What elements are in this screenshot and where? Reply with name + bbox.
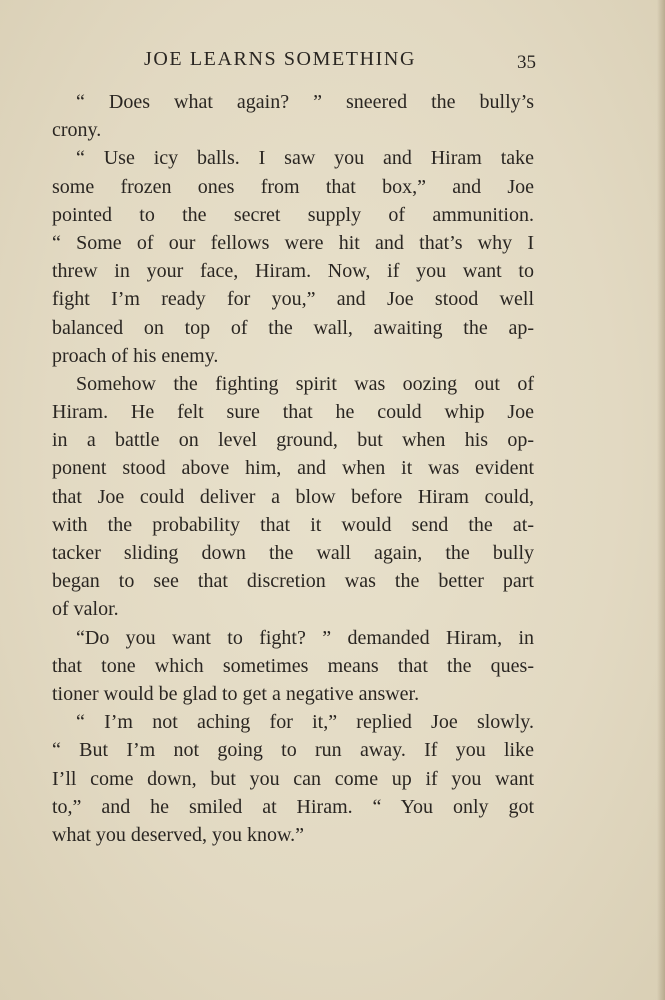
text-line: “Do you want to fight? ” demanded Hiram, in [76, 626, 534, 649]
text-line: “ But I’m not going to run away. If you like [52, 739, 534, 762]
text-line: pointed to the secret supply of ammunition. [52, 203, 534, 226]
text-line: some frozen ones from that box,” and Joe [52, 175, 534, 198]
text-line: “ Some of our fellows were hit and that’s why I [52, 231, 534, 254]
running-head: JOE LEARNS SOMETHING [144, 48, 416, 70]
page-number: 35 [517, 52, 536, 73]
text-line: ponent stood above him, and when it was evident [52, 457, 534, 480]
text-line: balanced on top of the wall, awaiting the ap- [52, 316, 534, 339]
text-line: to,” and he smiled at Hiram. “ You only got [52, 795, 534, 818]
body-text [52, 88, 534, 849]
text-line: of valor. [52, 598, 119, 621]
text-line: threw in your face, Hiram. Now, if you want to [52, 260, 534, 283]
text-line: “ I’m not aching for it,” replied Joe slowly. [76, 711, 534, 734]
text-line: with the probability that it would send the at- [52, 513, 534, 536]
text-line: Hiram. He felt sure that he could whip Joe [52, 401, 534, 424]
page-edge-shadow [657, 0, 665, 1000]
text-line: began to see that discretion was the better part [52, 570, 534, 593]
text-line: tacker sliding down the wall again, the bully [52, 542, 534, 564]
page-header [52, 48, 536, 78]
text-line: what you deserved, you know.” [52, 823, 304, 846]
text-line: proach of his enemy. [52, 344, 219, 367]
text-line: fight I’m ready for you,” and Joe stood well [52, 288, 534, 311]
text-line: “ Does what again? ” sneered the bully’s [76, 91, 534, 113]
text-line: that Joe could deliver a blow before Hiram could, [52, 485, 534, 508]
text-line: in a battle on level ground, but when his op- [52, 429, 534, 452]
text-line: that tone which sometimes means that the ques- [52, 654, 534, 677]
text-line: I’ll come down, but you can come up if you want [52, 767, 534, 790]
text-line: tioner would be glad to get a negative answer. [52, 682, 420, 705]
text-line: Somehow the fighting spirit was oozing out of [76, 372, 534, 395]
text-line: crony. [52, 119, 102, 142]
text-line: “ Use icy balls. I saw you and Hiram take [76, 147, 534, 170]
